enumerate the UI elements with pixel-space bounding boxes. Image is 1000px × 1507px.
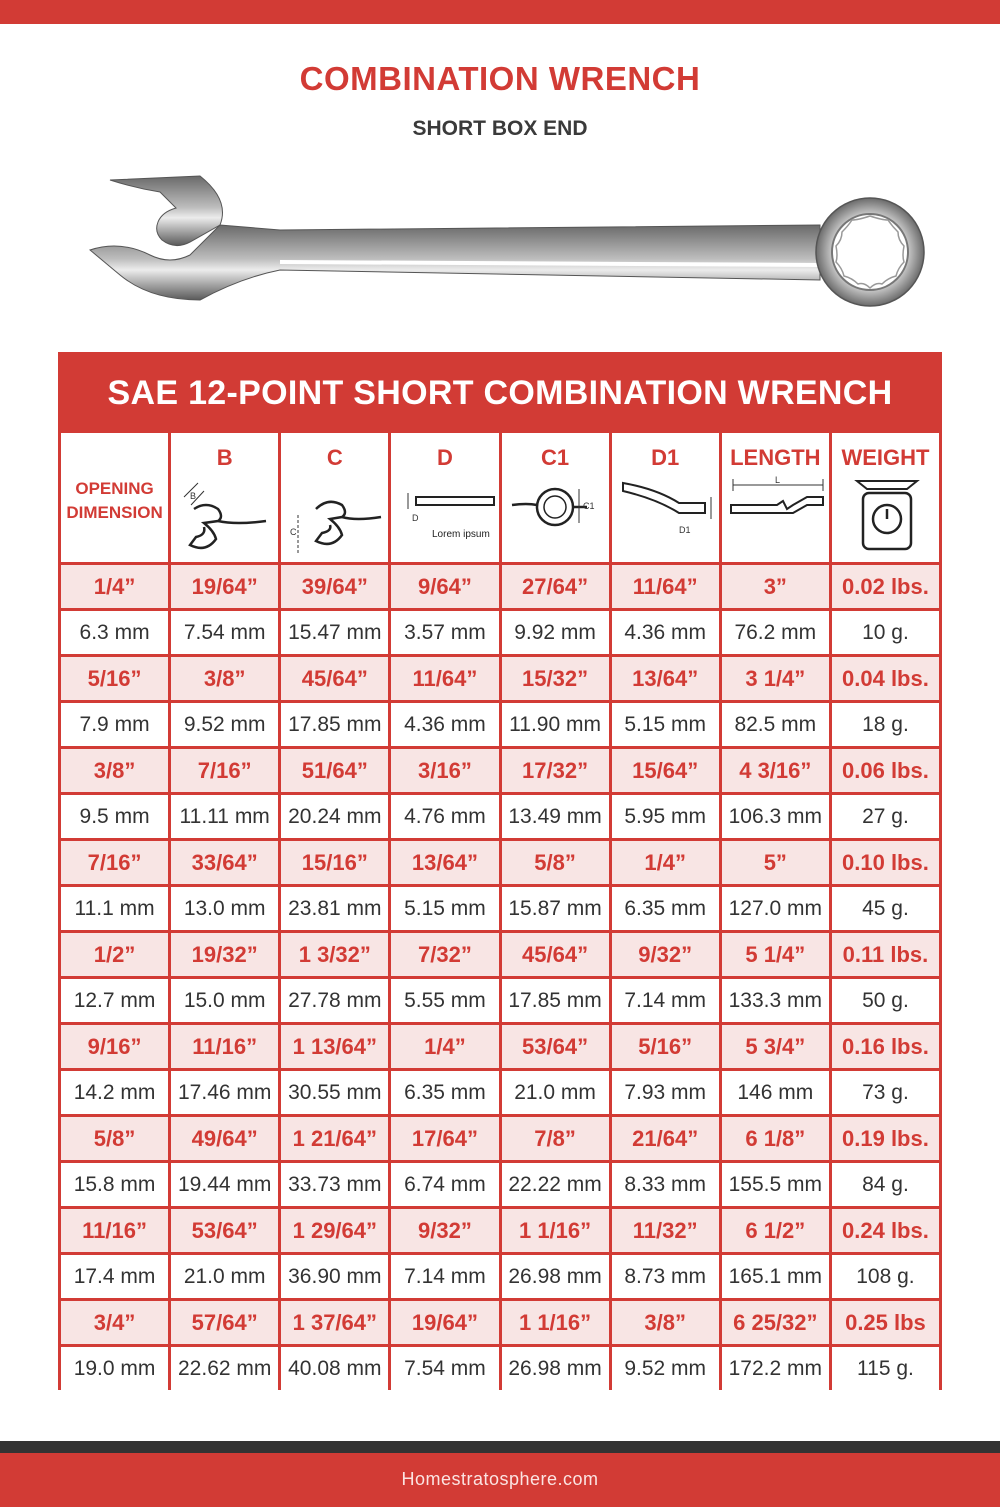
table-cell: 15.0 mm	[171, 979, 278, 1022]
table-cell: 26.98 mm	[502, 1255, 609, 1298]
table-title: SAE 12-POINT SHORT COMBINATION WRENCH	[107, 374, 893, 412]
table-cell: 9.5 mm	[61, 795, 168, 838]
header-weight	[832, 433, 939, 562]
footer-dark-strip	[0, 1441, 1000, 1453]
table-cell: 15/16”	[281, 841, 388, 884]
table-cell: 11/16”	[171, 1025, 278, 1068]
top-accent-bar	[0, 0, 1000, 24]
table-cell: 9/32”	[612, 933, 719, 976]
table-cell: 115 g.	[832, 1347, 939, 1390]
table-cell: 9.92 mm	[502, 611, 609, 654]
table-cell: 9.52 mm	[171, 703, 278, 746]
table-cell: 1/4”	[612, 841, 719, 884]
table-cell: 3”	[722, 565, 829, 608]
table-cell: 7/32”	[391, 933, 498, 976]
table-cell: 19.0 mm	[61, 1347, 168, 1390]
table-cell: 11.11 mm	[171, 795, 278, 838]
table-cell: 13/64”	[391, 841, 498, 884]
table-header-row	[61, 433, 939, 562]
table-cell: 57/64”	[171, 1301, 278, 1344]
table-row-fraction	[61, 1025, 939, 1068]
table-cell: 21.0 mm	[502, 1071, 609, 1114]
table-cell: 82.5 mm	[722, 703, 829, 746]
table-cell: 11.1 mm	[61, 887, 168, 930]
table-cell: 6 1/8”	[722, 1117, 829, 1160]
table-cell: 4.36 mm	[391, 703, 498, 746]
table-cell: 0.06 lbs.	[832, 749, 939, 792]
table-cell: 7/8”	[502, 1117, 609, 1160]
table-cell: 27/64”	[502, 565, 609, 608]
table-cell: 51/64”	[281, 749, 388, 792]
table-cell: 8.73 mm	[612, 1255, 719, 1298]
table-cell: 0.02 lbs.	[832, 565, 939, 608]
table-row-fraction	[61, 565, 939, 608]
table-cell: 11/64”	[391, 657, 498, 700]
table-cell: 17.85 mm	[502, 979, 609, 1022]
table-cell: 15.87 mm	[502, 887, 609, 930]
table-row-fraction	[61, 1301, 939, 1344]
header-label: WEIGHT	[841, 445, 930, 470]
table-cell: 5.95 mm	[612, 795, 719, 838]
footer-bar	[0, 1441, 1000, 1507]
header-label: C	[326, 445, 343, 470]
table-cell: 6 25/32”	[722, 1301, 829, 1344]
table-cell: 7/16”	[61, 841, 168, 884]
table-cell: 3/4”	[61, 1301, 168, 1344]
table-cell: 165.1 mm	[722, 1255, 829, 1298]
table-cell: 19.44 mm	[171, 1163, 278, 1206]
table-cell: 36.90 mm	[281, 1255, 388, 1298]
table-cell: 155.5 mm	[722, 1163, 829, 1206]
table-cell: 19/32”	[171, 933, 278, 976]
table-cell: 0.10 lbs.	[832, 841, 939, 884]
table-cell: 27 g.	[832, 795, 939, 838]
table-cell: 12.7 mm	[61, 979, 168, 1022]
table-cell: 17/64”	[391, 1117, 498, 1160]
header-c1	[502, 433, 609, 562]
table-cell: 11/64”	[612, 565, 719, 608]
table-cell: 8.33 mm	[612, 1163, 719, 1206]
page-subtitle: SHORT BOX END	[412, 117, 588, 140]
svg-text:C1: C1	[582, 501, 595, 511]
table-row-fraction	[61, 749, 939, 792]
table-row-fraction	[61, 841, 939, 884]
svg-text:D1: D1	[678, 525, 691, 535]
header-label: OPENING DIMENSION	[66, 479, 163, 522]
header-label: D	[436, 445, 453, 470]
table-cell: 1 1/16”	[502, 1209, 609, 1252]
table-cell: 45/64”	[502, 933, 609, 976]
table-cell: 7.14 mm	[391, 1255, 498, 1298]
table-cell: 7.9 mm	[61, 703, 168, 746]
table-cell: 133.3 mm	[722, 979, 829, 1022]
table-cell: 0.24 lbs.	[832, 1209, 939, 1252]
table-cell: 3/8”	[61, 749, 168, 792]
footer-source: Homestratosphere.com	[401, 1469, 599, 1489]
table-cell: 73 g.	[832, 1071, 939, 1114]
table-cell: 30.55 mm	[281, 1071, 388, 1114]
scale-icon	[837, 475, 937, 560]
table-cell: 5/8”	[502, 841, 609, 884]
table-cell: 19/64”	[391, 1301, 498, 1344]
table-row-fraction	[61, 1117, 939, 1160]
table-cell: 3/8”	[612, 1301, 719, 1344]
table-cell: 10 g.	[832, 611, 939, 654]
table-cell: 7.93 mm	[612, 1071, 719, 1114]
table-cell: 0.11 lbs.	[832, 933, 939, 976]
svg-text:Lorem ipsum: Lorem ipsum	[432, 529, 491, 540]
svg-text:C: C	[290, 527, 297, 537]
table-cell: 4.36 mm	[612, 611, 719, 654]
table-cell: 26.98 mm	[502, 1347, 609, 1390]
table-cell: 1 3/32”	[281, 933, 388, 976]
table-cell: 13.0 mm	[171, 887, 278, 930]
table-cell: 7.14 mm	[612, 979, 719, 1022]
table-cell: 4.76 mm	[391, 795, 498, 838]
wrench-size-table	[58, 352, 942, 1390]
table-cell: 27.78 mm	[281, 979, 388, 1022]
table-cell: 22.22 mm	[502, 1163, 609, 1206]
table-cell: 17/32”	[502, 749, 609, 792]
table-cell: 6.35 mm	[391, 1071, 498, 1114]
table-row-fraction	[61, 657, 939, 700]
table-cell: 1 1/16”	[502, 1301, 609, 1344]
open-end-c-icon	[286, 475, 386, 560]
table-cell: 11/32”	[612, 1209, 719, 1252]
table-row-metric	[61, 703, 939, 746]
table-cell: 0.19 lbs.	[832, 1117, 939, 1160]
table-cell: 1/2”	[61, 933, 168, 976]
table-cell: 15.47 mm	[281, 611, 388, 654]
table-row-metric	[61, 1347, 939, 1390]
table-row-metric	[61, 1163, 939, 1206]
table-cell: 6 1/2”	[722, 1209, 829, 1252]
table-cell: 1 21/64”	[281, 1117, 388, 1160]
table-cell: 18 g.	[832, 703, 939, 746]
table-cell: 17.85 mm	[281, 703, 388, 746]
table-cell: 106.3 mm	[722, 795, 829, 838]
table-cell: 21/64”	[612, 1117, 719, 1160]
table-cell: 84 g.	[832, 1163, 939, 1206]
table-cell: 9.52 mm	[612, 1347, 719, 1390]
table-cell: 11/16”	[61, 1209, 168, 1252]
table-cell: 7.54 mm	[171, 611, 278, 654]
table-cell: 20.24 mm	[281, 795, 388, 838]
table-cell: 172.2 mm	[722, 1347, 829, 1390]
table-body	[61, 565, 939, 1393]
table-cell: 3.57 mm	[391, 611, 498, 654]
table-cell: 1/4”	[391, 1025, 498, 1068]
table-cell: 15/32”	[502, 657, 609, 700]
table-cell: 146 mm	[722, 1071, 829, 1114]
header-length	[722, 433, 829, 562]
svg-text:D: D	[412, 513, 419, 523]
table-row-metric	[61, 611, 939, 654]
svg-text:L: L	[774, 475, 780, 485]
table-cell: 14.2 mm	[61, 1071, 168, 1114]
open-end-b-icon	[176, 475, 276, 560]
table-cell: 5.15 mm	[391, 887, 498, 930]
table-cell: 9/64”	[391, 565, 498, 608]
table-cell: 3/8”	[171, 657, 278, 700]
table-cell: 17.46 mm	[171, 1071, 278, 1114]
box-thickness-d1-icon	[617, 475, 717, 560]
table-cell: 5.55 mm	[391, 979, 498, 1022]
table-cell: 5/8”	[61, 1117, 168, 1160]
table-row-fraction	[61, 1209, 939, 1252]
table-cell: 1 37/64”	[281, 1301, 388, 1344]
table-cell: 33/64”	[171, 841, 278, 884]
table-row-metric	[61, 1255, 939, 1298]
table-cell: 45 g.	[832, 887, 939, 930]
header-label: C1	[541, 445, 570, 470]
table-row-metric	[61, 795, 939, 838]
header-b	[171, 433, 278, 562]
box-end-c1-icon	[507, 475, 607, 560]
table-cell: 50 g.	[832, 979, 939, 1022]
table-cell: 9/16”	[61, 1025, 168, 1068]
table-cell: 33.73 mm	[281, 1163, 388, 1206]
table-cell: 0.04 lbs.	[832, 657, 939, 700]
table-cell: 6.3 mm	[61, 611, 168, 654]
table-cell: 13/64”	[612, 657, 719, 700]
header-label: D1	[651, 445, 680, 470]
table-cell: 127.0 mm	[722, 887, 829, 930]
table-cell: 17.4 mm	[61, 1255, 168, 1298]
table-cell: 5”	[722, 841, 829, 884]
table-cell: 1/4”	[61, 565, 168, 608]
table-cell: 5 3/4”	[722, 1025, 829, 1068]
table-cell: 53/64”	[171, 1209, 278, 1252]
table-cell: 7/16”	[171, 749, 278, 792]
length-icon	[727, 475, 827, 560]
table-cell: 21.0 mm	[171, 1255, 278, 1298]
table-cell: 40.08 mm	[281, 1347, 388, 1390]
table-cell: 11.90 mm	[502, 703, 609, 746]
table-cell: 15.8 mm	[61, 1163, 168, 1206]
table-cell: 5 1/4”	[722, 933, 829, 976]
table-cell: 45/64”	[281, 657, 388, 700]
table-cell: 1 29/64”	[281, 1209, 388, 1252]
header-d1	[612, 433, 719, 562]
header-opening-dimension	[61, 433, 168, 562]
table-cell: 22.62 mm	[171, 1347, 278, 1390]
table-cell: 6.74 mm	[391, 1163, 498, 1206]
header-d	[391, 433, 498, 562]
table-cell: 49/64”	[171, 1117, 278, 1160]
table-cell: 19/64”	[171, 565, 278, 608]
table-cell: 6.35 mm	[612, 887, 719, 930]
table-cell: 39/64”	[281, 565, 388, 608]
table-row-metric	[61, 1071, 939, 1114]
table-row-fraction	[61, 933, 939, 976]
table-cell: 0.25 lbs	[832, 1301, 939, 1344]
table-cell: 3 1/4”	[722, 657, 829, 700]
table-cell: 5/16”	[61, 657, 168, 700]
table-cell: 9/32”	[391, 1209, 498, 1252]
table-row-metric	[61, 887, 939, 930]
wrench-illustration-icon	[80, 170, 940, 320]
table-cell: 4 3/16”	[722, 749, 829, 792]
svg-text:B: B	[190, 491, 197, 501]
table-cell: 1 13/64”	[281, 1025, 388, 1068]
header-label: LENGTH	[730, 445, 821, 470]
page-title: COMBINATION WRENCH	[299, 60, 701, 97]
table-cell: 108 g.	[832, 1255, 939, 1298]
table-cell: 5/16”	[612, 1025, 719, 1068]
table-cell: 0.16 lbs.	[832, 1025, 939, 1068]
table-cell: 53/64”	[502, 1025, 609, 1068]
header-label: B	[216, 445, 233, 470]
table-cell: 15/64”	[612, 749, 719, 792]
header-c	[281, 433, 388, 562]
table-cell: 13.49 mm	[502, 795, 609, 838]
table-cell: 5.15 mm	[612, 703, 719, 746]
table-cell: 76.2 mm	[722, 611, 829, 654]
thickness-d-icon	[396, 475, 496, 560]
table-row-metric	[61, 979, 939, 1022]
table-cell: 3/16”	[391, 749, 498, 792]
table-cell: 7.54 mm	[391, 1347, 498, 1390]
table-cell: 23.81 mm	[281, 887, 388, 930]
